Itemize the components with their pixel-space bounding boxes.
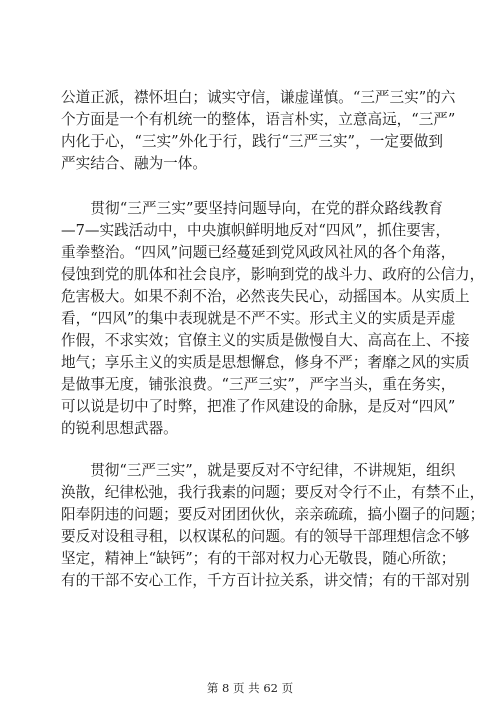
text-line: 严实结合、融为一体。	[61, 155, 207, 172]
text-line: 是做事无度，铺张浪费。“三严三实”，严字当头，重在务实，	[61, 376, 456, 393]
text-line: 要反对设租寻租，以权谋私的问题。有的领导干部理想信念不够	[61, 528, 470, 545]
paragraph-3	[61, 460, 485, 592]
text-line: 侵蚀到党的肌体和社会良序，影响到党的战斗力、政府的公信力，	[61, 266, 485, 283]
text-line: 涣散，纪律松弛，我行我素的问题；要反对令行不止，有禁不止，	[61, 484, 485, 501]
text-line: 危害极大。如果不刹不治，必然丧失民心，动摇国本。从实质上	[61, 288, 470, 305]
text-line: 坚定，精神上“缺钙”；有的干部对权力心无敬畏，随心所欲；	[61, 550, 456, 567]
text-line: 有的干部不安心工作，千方百计拉关系，讲交情；有的干部对别	[61, 572, 470, 589]
text-line: 贯彻“三严三实”要坚持问题导向，在党的群众路线教育	[61, 200, 443, 217]
text-line: 作假，不求实效；官僚主义的实质是傲慢自大、高高在上、不接	[61, 332, 470, 349]
text-line: 个方面是一个有机统一的整体，语言朴实，立意高远，“三严”	[61, 111, 456, 128]
text-line: 的锐利思想武器。	[61, 420, 178, 437]
paragraph-1	[61, 87, 456, 175]
text-line: 看，“四风”的集中表现就是不严不实。形式主义的实质是弄虚	[61, 310, 456, 327]
text-line: 内化于心，“三实”外化于行，践行“三严三实”，一定要做到	[61, 133, 443, 150]
paragraph-2	[61, 198, 485, 440]
text-line: 重拳整治。“四风”问题已经蔓延到党风政风社风的各个角落，	[61, 244, 456, 261]
text-line: 阳奉阴违的问题；要反对团团伙伙，亲亲疏疏，搞小圈子的问题；	[61, 506, 485, 523]
text-line: 贯彻“三严三实”，就是要反对不守纪律，不讲规矩，组织	[61, 462, 456, 479]
text-line: 地气；享乐主义的实质是思想懈怠，修身不严；奢靡之风的实质	[61, 354, 470, 371]
text-line: 公道正派，襟怀坦白；诚实守信，谦虚谨慎。“三严三实”的六	[61, 89, 456, 106]
text-line: 可以说是切中了时弊，把准了作风建设的命脉，是反对“四风”	[61, 398, 456, 415]
page-footer: 第 8 页 共 62 页	[206, 681, 294, 695]
text-line: —7—实践活动中，中央旗帜鲜明地反对“四风”，抓住要害，	[61, 222, 451, 239]
